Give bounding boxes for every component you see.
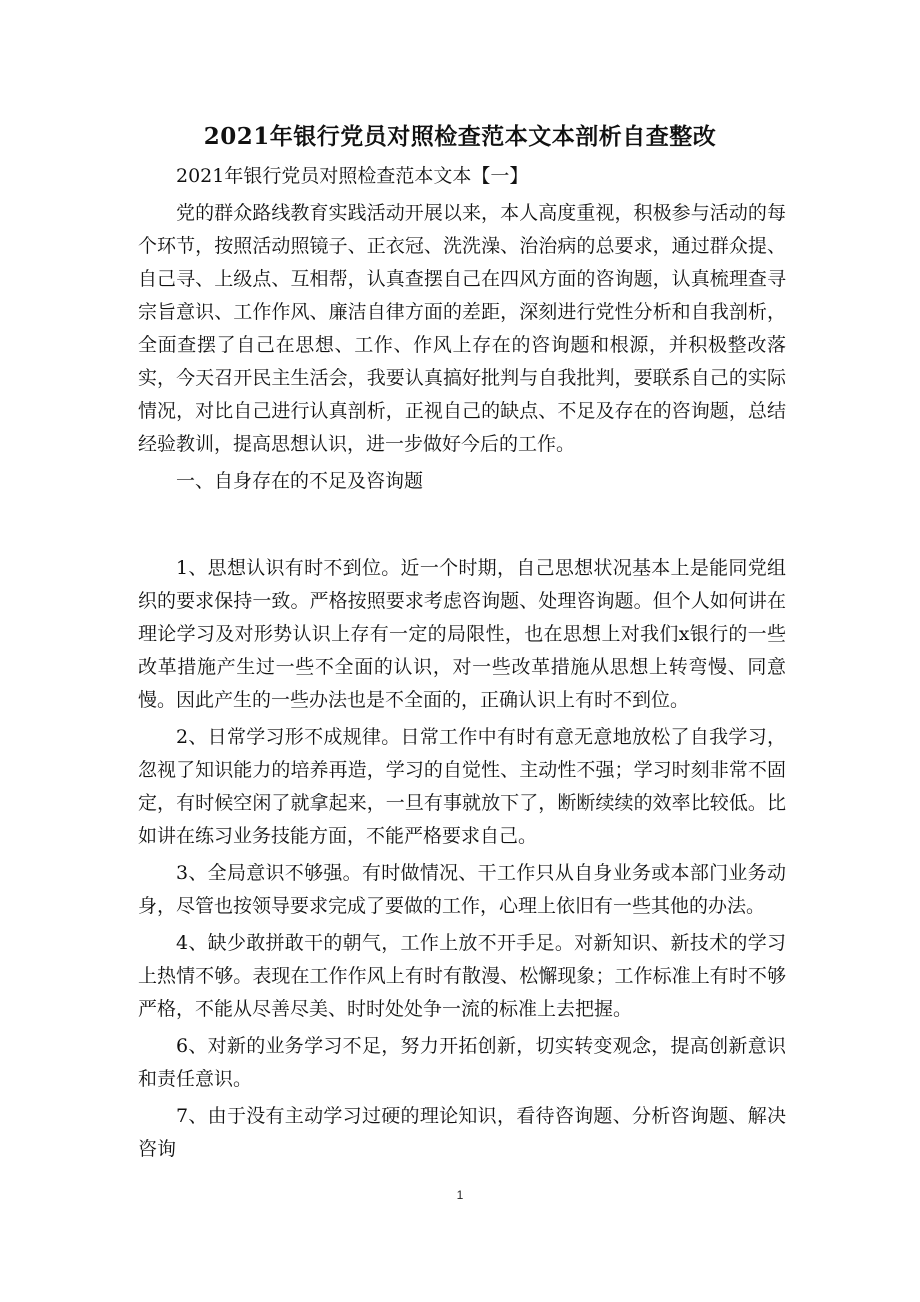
intro-paragraph: 党的群众路线教育实践活动开展以来，本人高度重视，积极参与活动的每个环节，按照活动照镜子、正衣冠、洗洗澡、治治病的总要求，通过群众提、自己寻、上级点、互相帮，认真查摆自己在四风方面的咨询题，认真梳理查寻宗旨意识、工作作风、廉洁自律方面的差距，深刻进行党性分析和自我剖析，全面查摆了自己在思想、工作、作风上存在的咨询题和根源，并积极整改落实，今天召开民主生活会，我要认真搞好批判与自我批判，要联系自己的实际情况，对比自己进行认真剖析，正视自己的缺点、不足及存在的咨询题，总结经验教训，提高思想认识，进一步做好今后的工作。 [138, 202, 786, 455]
paragraph-item-1: 1、思想认识有时不到位。近一个时期，自己思想状况基本上是能同党组织的要求保持一致。严格按照要求考虑咨询题、处理咨询题。但个人如何讲在理论学习及对形势认识上存有一定的局限性，也在思想上对我们x银行的一些改革措施产生过一些不全面的认识，对一些改革措施从思想上转弯慢、同意慢。因此产生的一些办法也是不全面的，正确认识上有时不到位。 [138, 557, 786, 711]
paragraph-item-7: 7、由于没有主动学习过硬的理论知识，看待咨询题、分析咨询题、解决咨询 [138, 1105, 786, 1160]
document-body [138, 160, 786, 1170]
page-number: 1 [456, 1188, 464, 1202]
paragraph-item-4: 4、缺少敢拼敢干的朝气，工作上放不开手足。对新知识、新技术的学习上热情不够。表现在工作作风上有时有散漫、松懈现象；工作标准上有时不够严格，不能从尽善尽美、时时处处争一流的标准上去把握。 [138, 932, 786, 1020]
section-heading: 一、自身存在的不足及咨询题 [176, 470, 424, 492]
paragraph-item-3: 3、全局意识不够强。有时做情况、干工作只从自身业务或本部门业务动身，尽管也按领导要求完成了要做的工作，心理上依旧有一些其他的办法。 [138, 862, 786, 917]
document-title: 2021年银行党员对照检查范本文本剖析自查整改 [203, 123, 717, 150]
subtitle: 2021年银行党员对照检查范本文本【一】 [176, 165, 529, 187]
paragraph-item-2: 2、日常学习形不成规律。日常工作中有时有意无意地放松了自我学习，忽视了知识能力的培养再造，学习的自觉性、主动性不强；学习时刻非常不固定，有时候空闲了就拿起来，一旦有事就放下了，断断续续的效率比较低。比如讲在练习业务技能方面，不能严格要求自己。 [138, 726, 786, 847]
paragraph-item-6: 6、对新的业务学习不足，努力开拓创新，切实转变观念，提高创新意识和责任意识。 [138, 1035, 786, 1090]
